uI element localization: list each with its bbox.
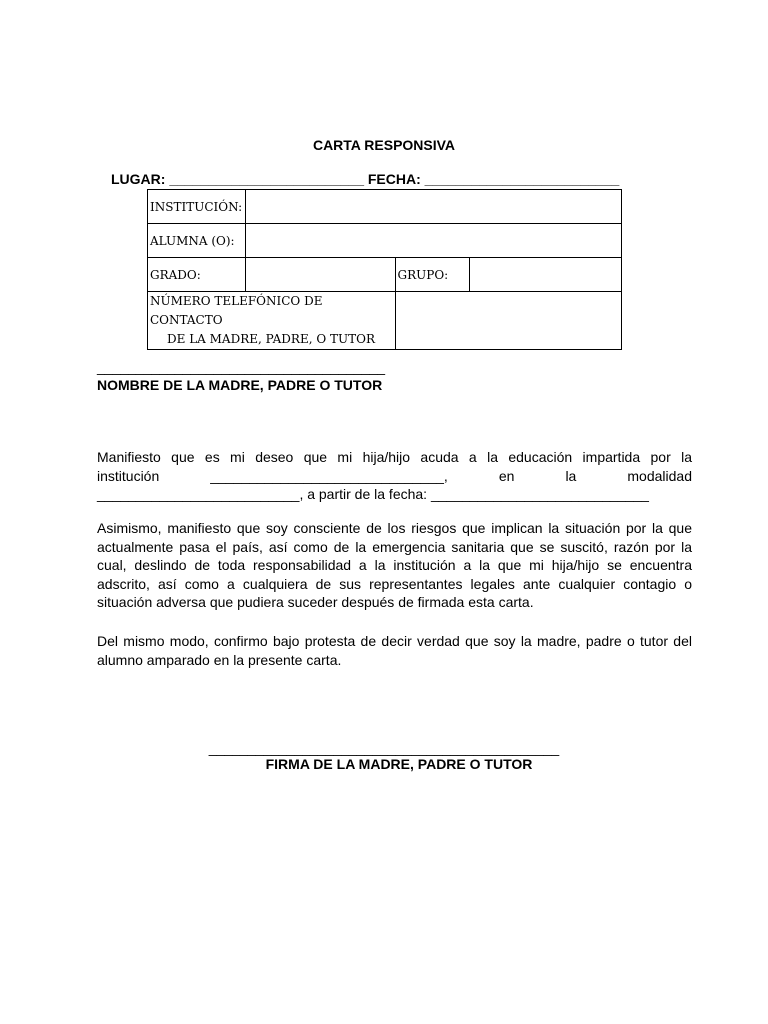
- grado-field: [245, 258, 395, 292]
- name-label: NOMBRE DE LA MADRE, PADRE O TUTOR: [97, 377, 383, 393]
- paragraph-line: Manifiesto que es mi deseo que mi hija/hijo acuda a la educación impartida por la: [97, 449, 692, 465]
- telefono-label-line1: NÚMERO TELEFÓNICO DE CONTACTO: [150, 294, 323, 327]
- signature-label: FIRMA DE LA MADRE, PADRE O TUTOR: [265, 756, 533, 772]
- telefono-field: [395, 292, 621, 350]
- student-info-table: [147, 189, 622, 350]
- institucion-label: INSTITUCIÓN:: [148, 190, 246, 224]
- name-blank-line: _____________________________________: [97, 359, 386, 375]
- alumna-label: ALUMNA (O):: [148, 224, 246, 258]
- paragraph-line: __________________________, a partir de la fecha: ____________________________: [97, 486, 649, 502]
- grupo-label: GRUPO:: [395, 258, 470, 292]
- document-title: CARTA RESPONSIVA: [312, 137, 456, 153]
- signature-blank-line: _____________________________________________: [208, 740, 560, 756]
- paragraph-line: institución ______________________________, en la modalidad: [97, 467, 692, 484]
- paragraph-del-mismo-modo: Del mismo modo, confirmo bajo protesta de decir verdad que soy la madre, padre o tutor del alumno amparado en la presente carta.: [97, 633, 692, 668]
- paragraph-asimismo: Asimismo, manifiesto que soy consciente de los riesgos que implican la situación por la que actualmente pasa el país, así como de la emergencia sanitaria que se suscitó, razón por la cual, deslindo de toda responsabilidad a la institución a la que mi hija/hijo se encuentra adscrito, así como a cualquiera de sus representantes legales ante cualquier contagio o situación adversa que pudiera suceder después de firmada esta carta.: [97, 520, 692, 610]
- telefono-label-line2: DE LA MADRE, PADRE, O TUTOR: [167, 332, 375, 346]
- alumna-field: [245, 224, 621, 258]
- lugar-fecha-line: LUGAR: _________________________ FECHA: _________________________: [111, 171, 620, 187]
- table-row: [148, 292, 622, 350]
- institucion-field: [245, 190, 621, 224]
- paragraph-manifiesto: [97, 448, 692, 504]
- grado-label: GRADO:: [148, 258, 246, 292]
- grupo-field: [470, 258, 622, 292]
- telefono-label: [148, 292, 396, 350]
- table-row: [148, 258, 622, 292]
- table-row: [148, 190, 622, 224]
- table-row: [148, 224, 622, 258]
